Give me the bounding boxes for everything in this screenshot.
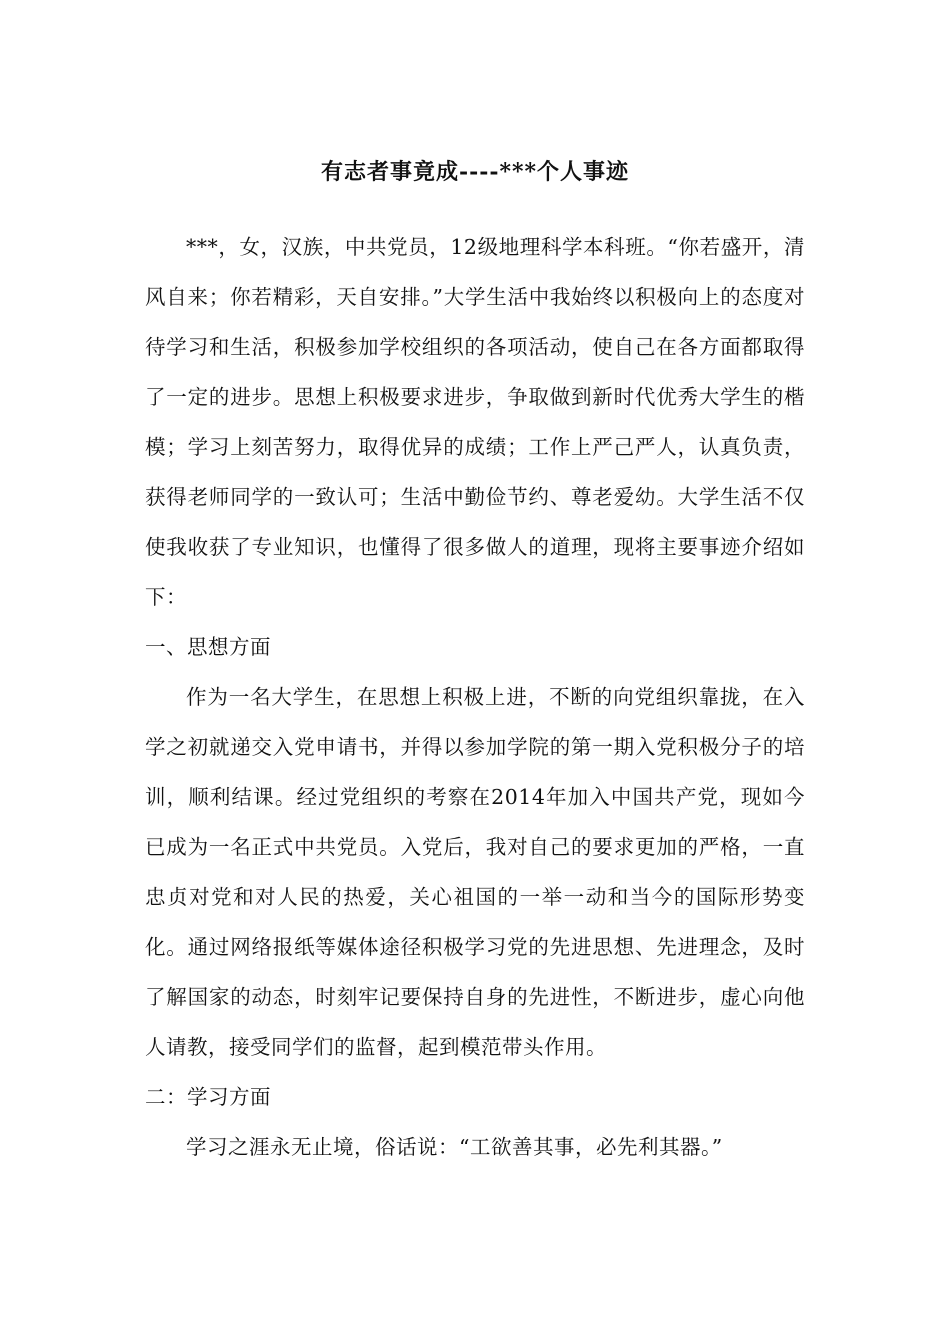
intro-paragraph: ***，女，汉族，中共党员，12级地理科学本科班。“你若盛开，清风自来；你若精彩，天自安排。”大学生活中我始终以积极向上的态度对待学习和生活，积极参加学校组织的各项活动，使自己在各方面都取得了一定的进步。思想上积极要求进步，争取做到新时代优秀大学生的楷模；学习上刻苦努力，取得优异的成绩；工作上严己严人，认真负责，获得老师同学的一致认可；生活中勤俭节约、尊老爱幼。大学生活不仅使我收获了专业知识，也懂得了很多做人的道理，现将主要事迹介绍如下： bbox=[145, 235, 805, 609]
document-title: 有志者事竟成----***个人事迹 bbox=[320, 159, 630, 185]
section-paragraph-study: 学习之涯永无止境，俗话说：“工欲善其事，必先利其器。” bbox=[186, 1135, 723, 1159]
section-paragraph-thought: 作为一名大学生，在思想上积极上进，不断的向党组织靠拢，在入学之初就递交入党申请书，并得以参加学院的第一期入党积极分子的培训，顺利结课。经过党组织的考察在2014年加入中国共产党，现如今已成为一名正式中共党员。入党后，我对自己的要求更加的严格，一直忠贞对党和对人民的热爱，关心祖国的一举一动和当今的国际形势变化。通过网络报纸等媒体途径积极学习党的先进思想、先进理念，及时了解国家的动态，时刻牢记要保持自身的先进性，不断进步，虚心向他人请教，接受同学们的监督，起到模范带头作用。 bbox=[145, 685, 805, 1059]
section-heading-study: 二：学习方面 bbox=[145, 1085, 271, 1109]
document-body bbox=[145, 222, 805, 1172]
section-heading-thought: 一、思想方面 bbox=[145, 635, 271, 659]
